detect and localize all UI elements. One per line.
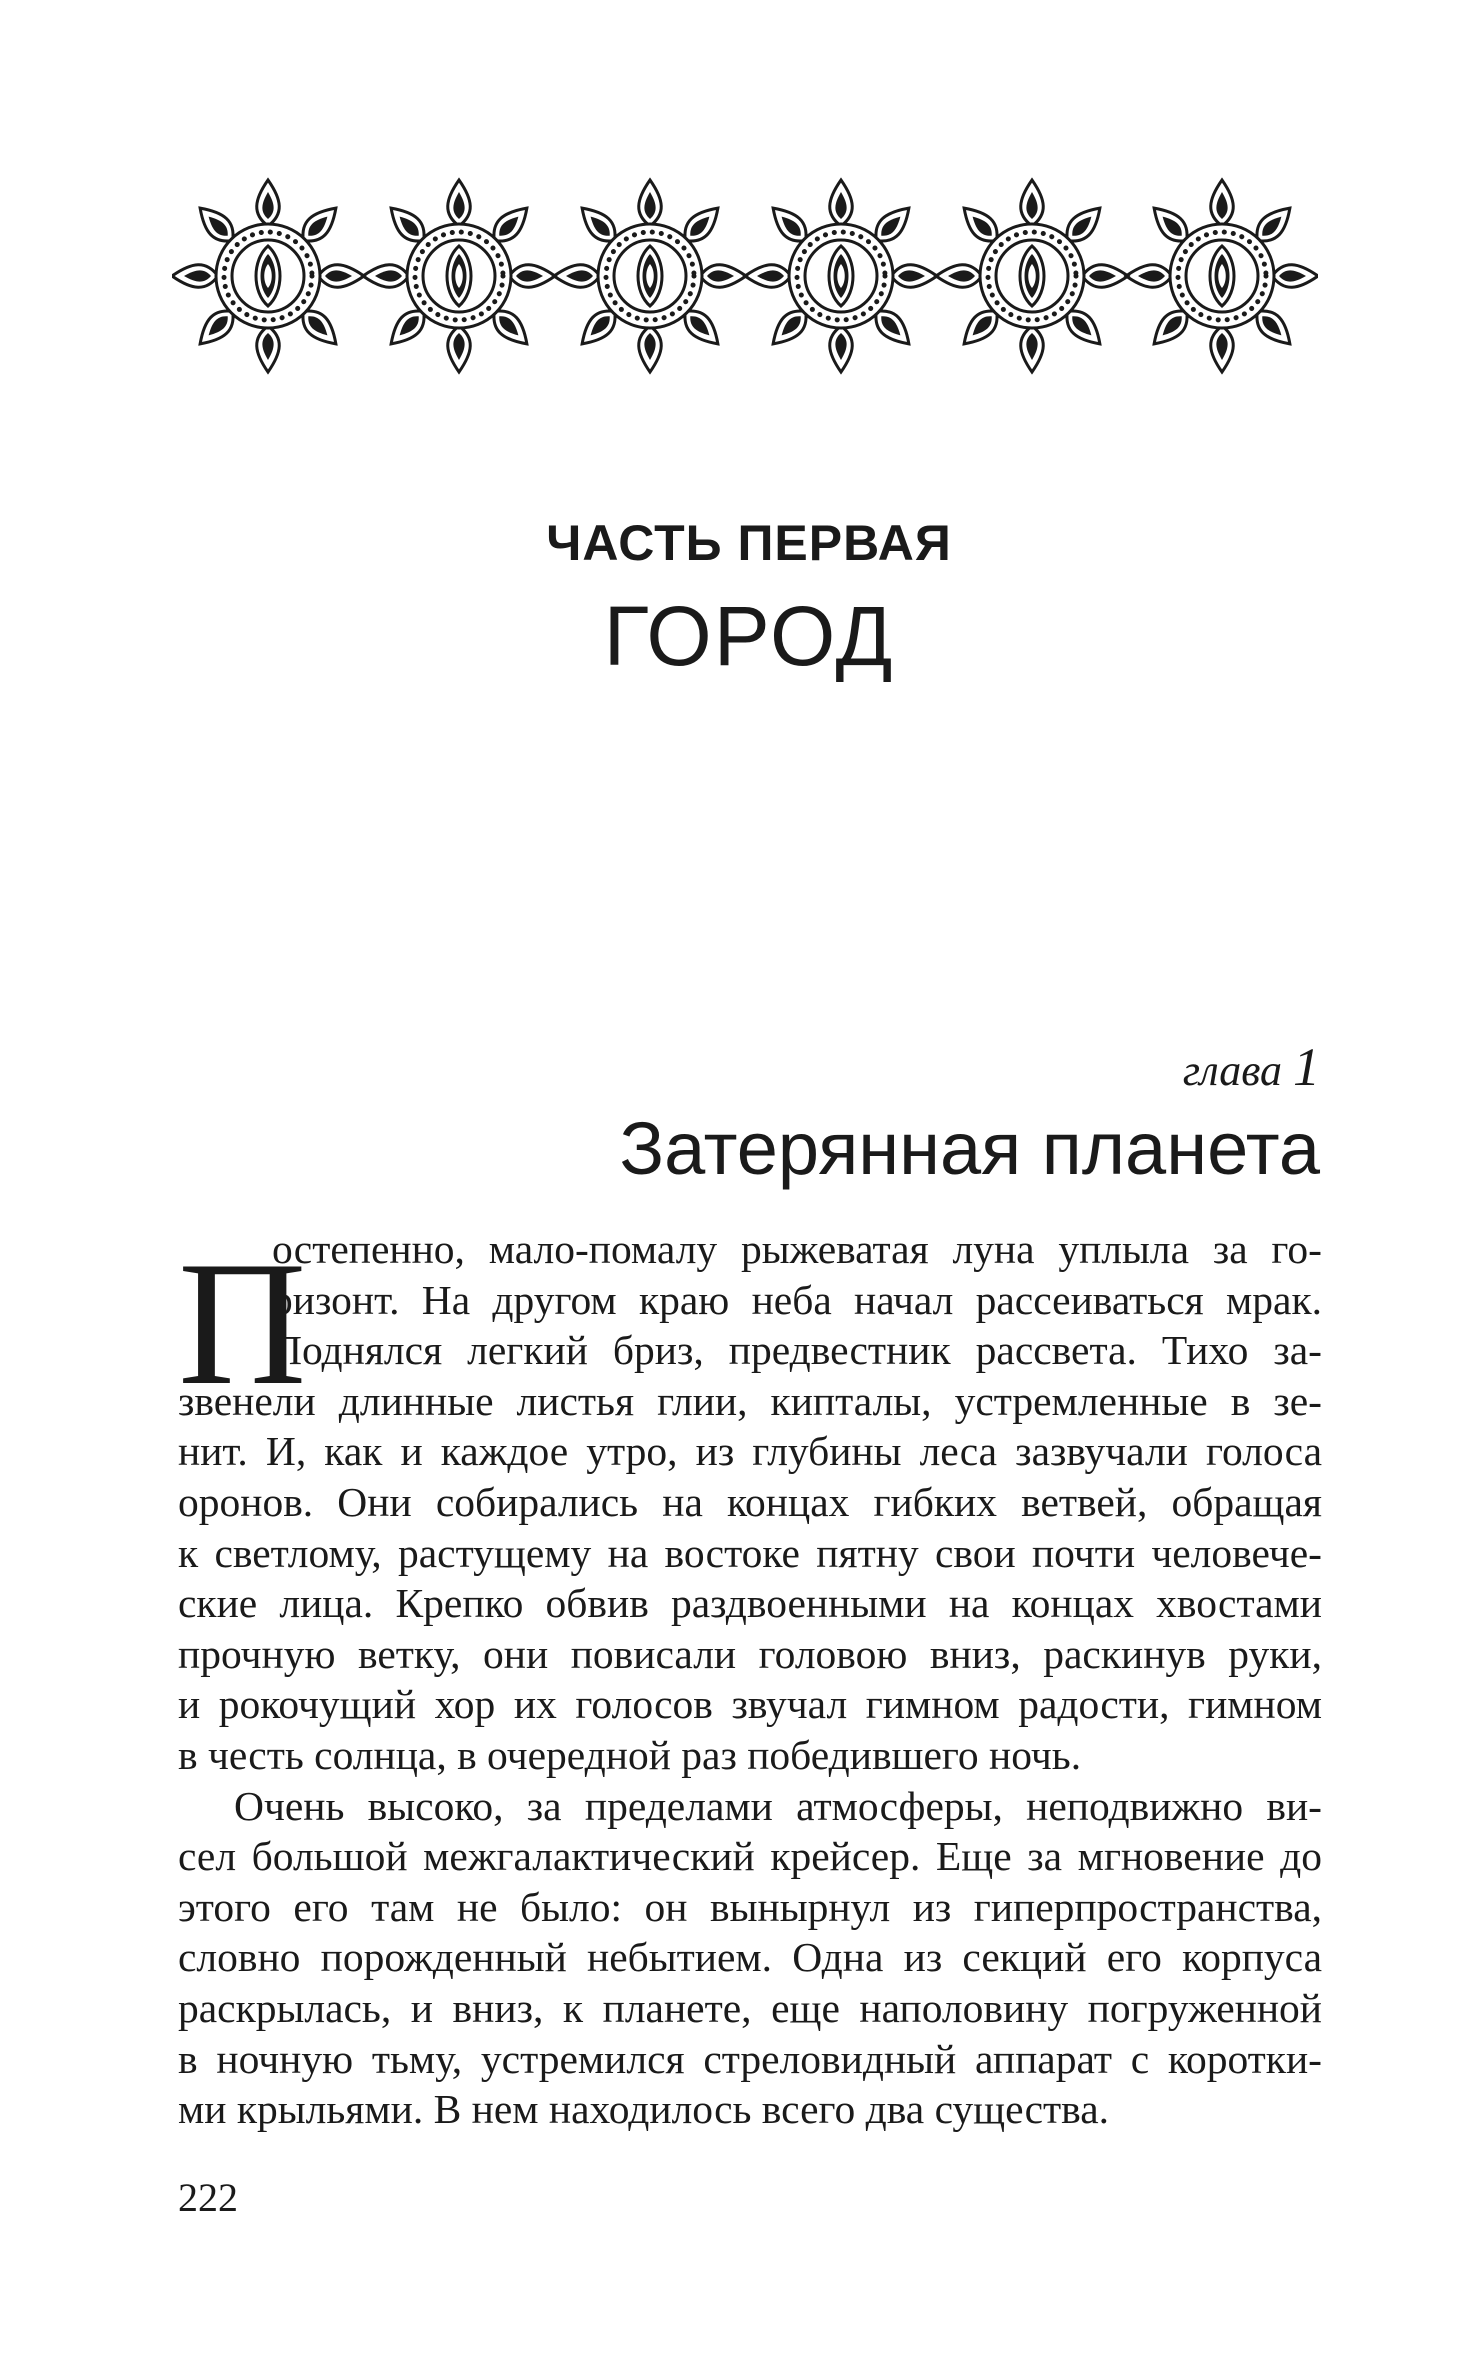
text-line: раскрылась, и вниз, к планете, еще наполовину погруженной: [178, 1984, 1322, 2031]
text-line: этого его там не было: он вынырнул из гиперпространства,: [178, 1883, 1322, 1930]
text-line: в честь солнца, в очередной раз победившего ночь.: [178, 1731, 1082, 1778]
text-line: Очень высоко, за пределами атмосферы, неподвижно ви-: [234, 1782, 1322, 1829]
part-title: ГОРОД: [603, 589, 895, 683]
text-line: ми крыльями. В нем находилось всего два существа.: [178, 2086, 1109, 2133]
text-line: словно порожденный небытием. Одна из секций его корпуса: [178, 1934, 1322, 1981]
text-line: к светлому, растущему на востоке пятну свои почти человече-: [178, 1529, 1322, 1576]
body-text: [178, 1224, 1322, 2135]
chapter-number: 1: [1293, 1037, 1320, 1097]
ornament-band: [172, 176, 1318, 376]
text-line: ризонт. На другом краю неба начал рассеиваться мрак.: [272, 1276, 1322, 1323]
text-line: прочную ветку, они повисали головою вниз, раскинув руки,: [178, 1630, 1322, 1677]
part-heading: [0, 515, 1476, 683]
text-line: остепенно, мало-помалу рыжеватая луна уплыла за го-: [272, 1226, 1322, 1272]
text-line: в ночную тьму, устремился стреловидный аппарат с коротки-: [178, 2035, 1322, 2082]
text-line: ские лица. Крепко обвив раздвоенными на концах хвостами: [178, 1580, 1322, 1627]
chapter-title: Затерянная планета: [619, 1107, 1320, 1190]
chapter-label-word: глава: [1182, 1046, 1282, 1095]
text-line: звенели длинные листья глии, кипталы, устремленные в зе-: [178, 1377, 1322, 1424]
page-number: 222: [178, 2175, 238, 2220]
drop-cap: П: [178, 1224, 307, 1422]
text-line: сел большой межгалактический крейсер. Еще за мгновение до: [178, 1833, 1322, 1880]
chapter-label: [619, 1037, 1320, 1097]
text-line: нит. И, как и каждое утро, из глубины леса зазвучали голоса: [178, 1428, 1322, 1475]
paragraph-1: [178, 1224, 1322, 1781]
text-line: Поднялся легкий бриз, предвестник рассвета. Тихо за-: [272, 1327, 1322, 1374]
text-line: оронов. Они собирались на концах гибких ветвей, обращая: [178, 1478, 1322, 1525]
part-label: ЧАСТЬ ПЕРВАЯ: [546, 515, 952, 571]
chapter-heading: [619, 1037, 1320, 1190]
mandala-flower-row-icon: [172, 176, 1318, 376]
paragraph-2: [178, 1781, 1322, 2135]
text-line: и рокочущий хор их голосов звучал гимном радости, гимном: [178, 1681, 1322, 1728]
